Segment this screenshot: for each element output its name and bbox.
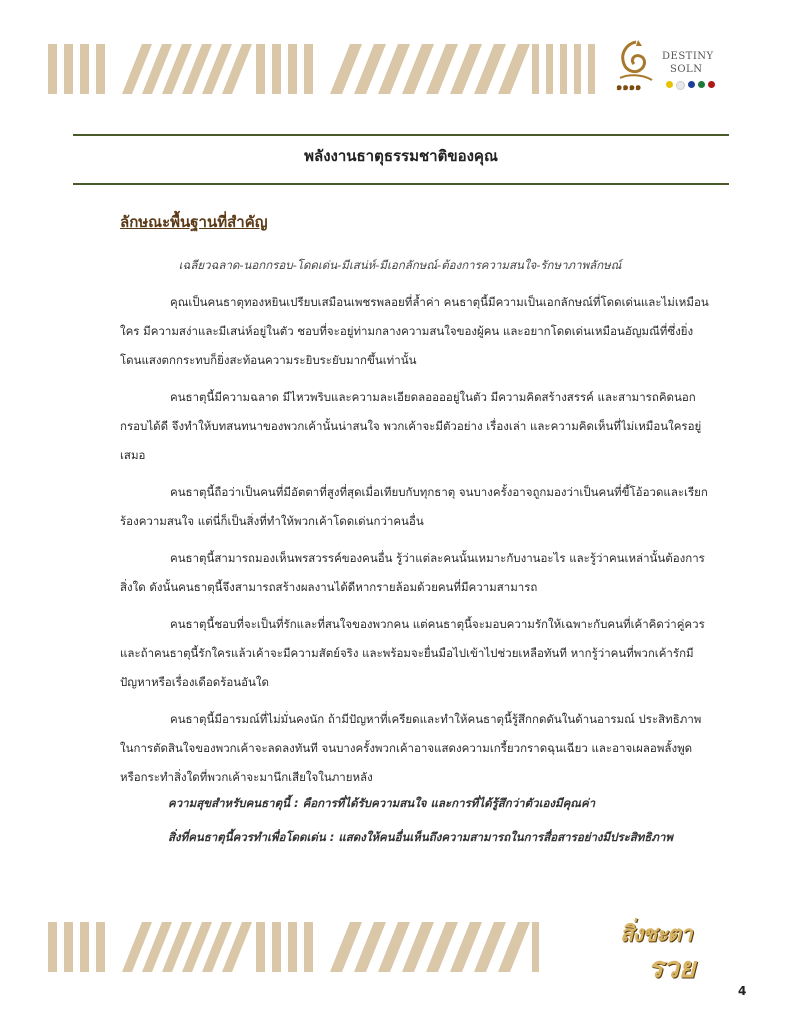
standout-note: สิ่งที่คนธาตุนี้ควรทำเพื่อโดดเด่น : แสดงให้คนอื่นเห็นถึงความสามารถในการสื่อสารอย่างมีประสิทธิภาพ <box>168 830 674 844</box>
header-stripe-band <box>48 44 604 94</box>
title-rule-top <box>73 134 729 136</box>
stripe <box>532 44 539 94</box>
page-number: 4 <box>738 984 747 998</box>
paragraph: คนธาตุนี้สามารถมองเห็นพรสวรรค์ของคนอื่น รู้ว่าแต่ละคนนั้นเหมาะกับงานอะไร และรู้ว่าคนเหล่านั้นต้องการสิ่งใด ดังนั้นคนธาตุนี้จึงสามารถสร้างผลงานได้ดีหากรายล้อมด้วยคนที่มีความสามารถ <box>120 551 705 594</box>
stripe <box>256 44 265 94</box>
color-dots <box>666 81 715 90</box>
stripe-pattern <box>48 44 604 94</box>
stripe <box>272 922 281 972</box>
stripe-pattern <box>48 922 540 972</box>
footer-logo-line-2: รวย <box>648 951 696 984</box>
stripe <box>96 922 105 972</box>
color-dot <box>688 81 695 88</box>
stripe <box>64 922 73 972</box>
color-dot <box>698 81 705 88</box>
footer-stripe-band <box>48 922 540 972</box>
paragraph: คนธาตุนี้ชอบที่จะเป็นที่รักและที่สนใจของพวกคน แต่คนธาตุนี้จะมอบความรักให้เฉพาะกับคนที่เค้าคิดว่าคู่ควร และถ้าคนธาตุนี้รักใครแล้วเค้าจะมีความสัตย์จริง และพร้อมจะยื่นมือไปเข้าไปช่วยเหลือทันที หากรู้ว่าคนที่พวกเค้ารักมีปัญหาหรือเรื่องเดือดร้อนอันใด <box>120 617 705 689</box>
paragraph: คนธาตุนี้ถือว่าเป็นคนที่มีอัตตาที่สูงที่สุดเมื่อเทียบกับทุกธาตุ จนบางครั้งอาจถูกมองว่าเป็นคนที่ขี้โอ้อวดและเรียกร้องความสนใจ แต่นี่ก็เป็นสิ่งที่ทำให้พวกเค้าโดดเด่นกว่าคนอื่น <box>120 485 708 528</box>
section-heading: ลักษณะพื้นฐานที่สำคัญ <box>120 213 268 231</box>
color-dot <box>666 81 673 88</box>
stripe <box>546 44 553 94</box>
stripe <box>588 44 595 94</box>
stripe <box>288 922 297 972</box>
stripe <box>96 44 105 94</box>
footer-logo-line-1: สิ่งชะตา <box>620 922 692 947</box>
paragraph: คุณเป็นคนธาตุทองหยินเปรียบเสมือนเพชรพลอยที่ล้ำค่า คนธาตุนี้มีความเป็นเอกลักษณ์ที่โดดเด่นและไม่เหมือนใคร มีความสง่าและมีเสน่ห์อยู่ในตัว ชอบที่จะอยู่ท่ามกลางความสนใจของผู้คน และอยากโดดเด่นเหมือนอัญมณีที่ซึ่งยิ่งโดนแสงตกกระทบก็ยิ่งสะท้อนความระยิบระยับมากขึ้นเท่านั้น <box>120 295 709 367</box>
stripe <box>560 44 567 94</box>
stripe <box>80 922 89 972</box>
dragon-emblem-icon <box>612 38 662 86</box>
stripe <box>288 44 297 94</box>
paragraph: คนธาตุนี้มีความฉลาด มีไหวพริบและความละเอียดลออออยู่ในตัว มีความคิดสร้างสรรค์ และสามารถคิดนอกกรอบได้ดี จึงทำให้บทสนทนาของพวกเค้านั้นน่าสนใจ พวกเค้าจะมีตัวอย่าง เรื่องเล่า และความคิดเห็นที่ไม่เหมือนใครอยู่เสมอ <box>120 390 702 462</box>
happiness-note: ความสุขสำหรับคนธาตุนี้ : คือการที่ได้รับความสนใจ และการที่ได้รู้สึกว่าตัวเองมีคุณค่า <box>168 796 596 810</box>
stripe <box>48 44 57 94</box>
title-rule-bottom <box>73 183 729 185</box>
stripe <box>272 44 281 94</box>
brand-line-2: SOLN <box>670 64 703 75</box>
body-text <box>120 288 710 800</box>
color-dot <box>708 81 715 88</box>
stripe <box>80 44 89 94</box>
brand-line-1: DESTINY <box>662 51 714 62</box>
summary-notes <box>168 786 728 854</box>
stripe <box>48 922 57 972</box>
paragraph: คนธาตุนี้มีอารมณ์ที่ไม่มั่นคงนัก ถ้ามีปัญหาที่เครียดและทำให้คนธาตุนี้รู้สึกกดดันในด้านอารมณ์ ประสิทธิภาพในการตัดสินใจของพวกเค้าจะลดลงทันที จนบางครั้งพวกเค้าอาจแสดงความเกรี้ยวกราดฉุนเฉียว และอาจเผลอพลั้งพูดหรือกระทำสิ่งใดที่พวกเค้าจะมานึกเสียใจในภายหลัง <box>120 712 702 784</box>
stripe <box>304 922 313 972</box>
color-dot <box>676 81 685 90</box>
footer-logo <box>614 910 724 990</box>
brand-thai-text: ๑๑๑๑ <box>616 82 642 93</box>
stripe <box>532 922 539 972</box>
stripe <box>304 44 313 94</box>
brand-name <box>662 50 714 76</box>
stripe <box>64 44 73 94</box>
page-title: พลังงานธาตุธรรมชาติของคุณ <box>304 147 498 165</box>
stripe <box>256 922 265 972</box>
stripe <box>574 44 581 94</box>
destiny-soln-logo <box>612 38 732 100</box>
tagline: เฉลียวฉลาด-นอกกรอบ-โดดเด่น-มีเสน่ห์-มีเอกลักษณ์-ต้องการความสนใจ-รักษาภาพลักษณ์ <box>178 258 622 272</box>
